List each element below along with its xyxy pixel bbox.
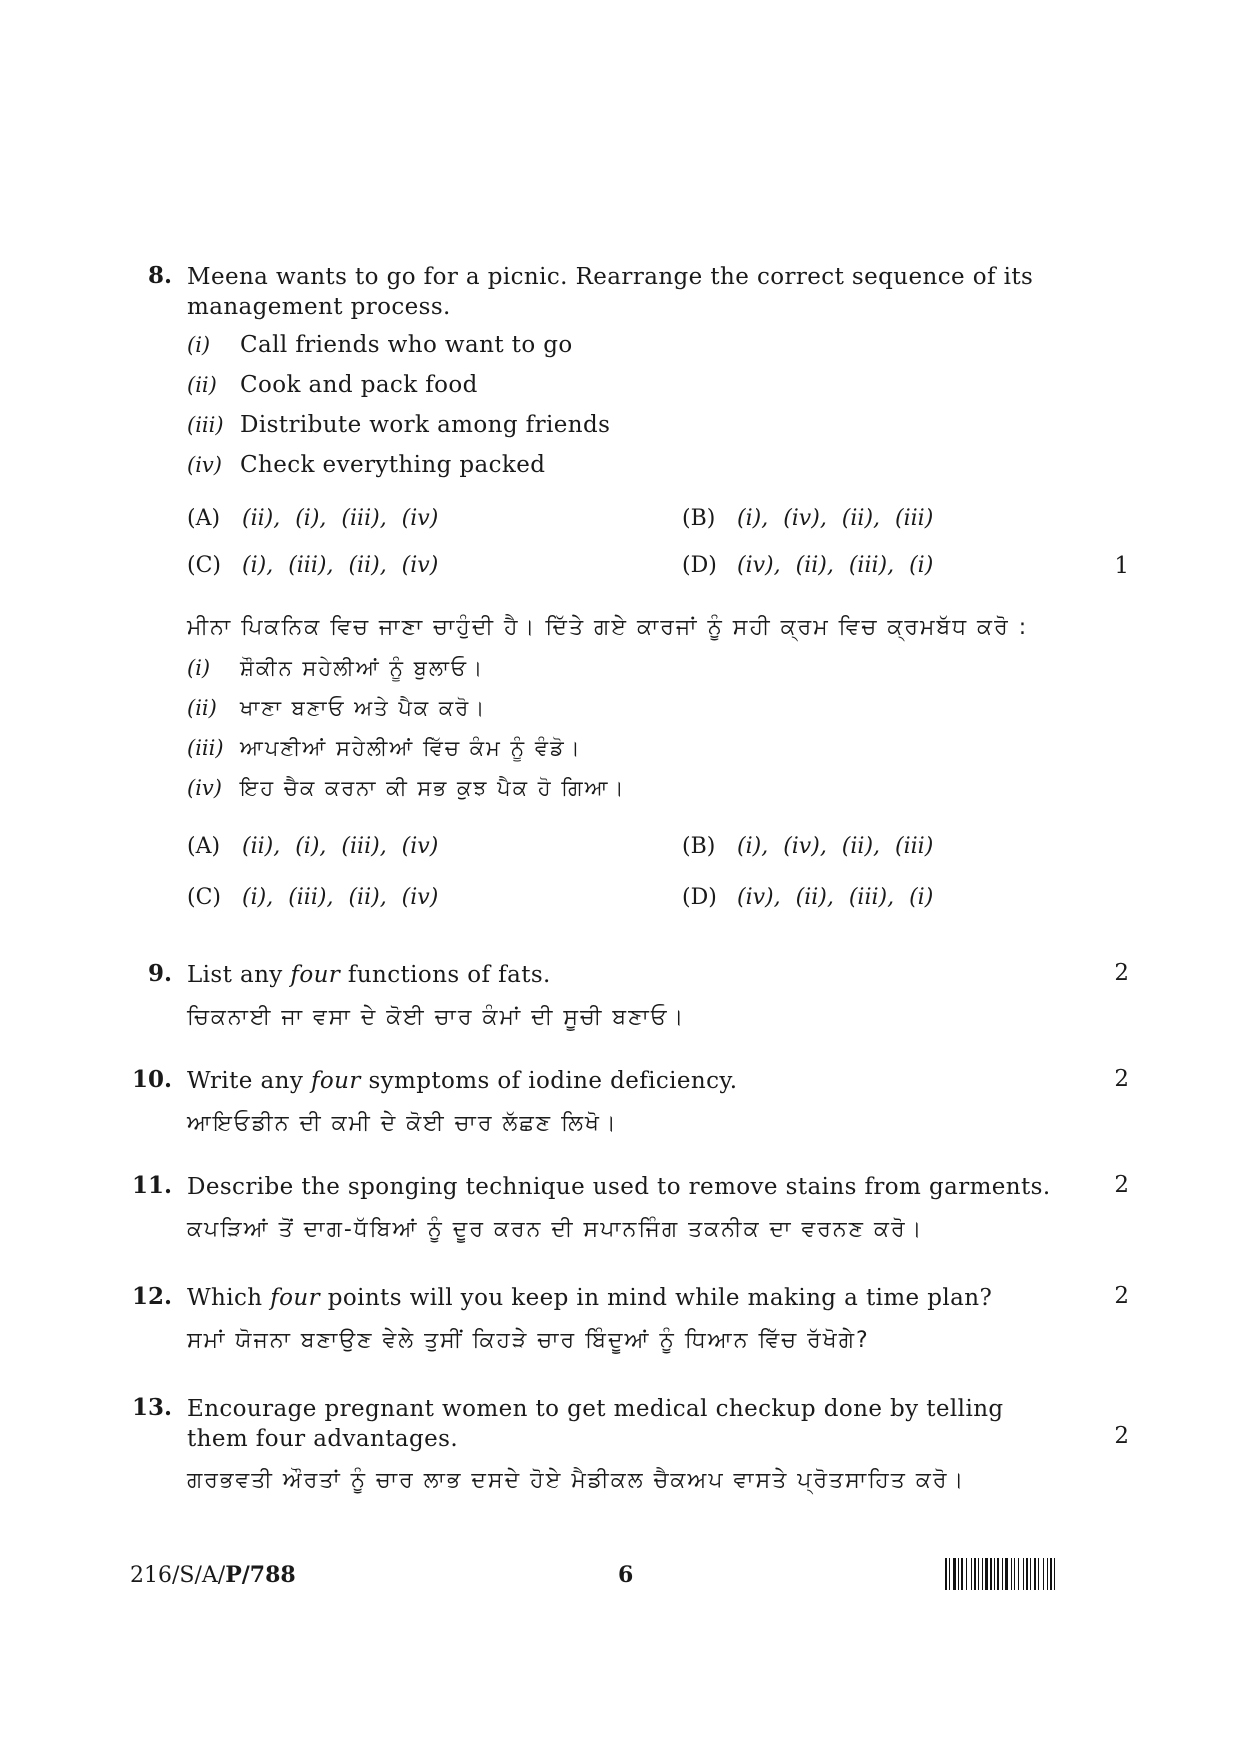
- item-roman: (iv): [187, 453, 222, 477]
- list-item: [187, 372, 478, 398]
- text-part: functions of fats.: [340, 962, 551, 988]
- barcode-stripe: [1038, 1558, 1039, 1590]
- marks: 2: [1114, 1283, 1129, 1309]
- page-number: 6: [618, 1562, 634, 1588]
- text-part: Write any: [187, 1068, 311, 1094]
- punjabi-question-text: ਆਇਓਡੀਨ ਦੀ ਕਮੀ ਦੇ ਕੋਈ ਚਾਰ ਲੱਛਣ ਲਿਖੋ।: [187, 1111, 618, 1136]
- item-text: Distribute work among friends: [240, 412, 611, 438]
- barcode-stripe: [1054, 1558, 1055, 1590]
- paper-code-prefix: 216/S/A/: [130, 1563, 226, 1588]
- item-roman: (iii): [187, 736, 224, 760]
- barcode-stripe: [949, 1558, 950, 1590]
- item-roman: (iii): [187, 413, 224, 437]
- option-d: [682, 553, 933, 578]
- option-sequence: (ii), (i), (iii), (iv): [242, 506, 439, 531]
- question-text: [187, 1283, 1067, 1313]
- barcode-stripe: [985, 1558, 988, 1590]
- barcode-stripe: [1043, 1558, 1044, 1590]
- option-a: [187, 506, 438, 531]
- barcode-stripe: [945, 1558, 947, 1590]
- punjabi-question-text: ਚਿਕਨਾਈ ਜਾ ਵਸਾ ਦੇ ਕੋਈ ਚਾਰ ਕੰਮਾਂ ਦੀ ਸੂਚੀ ਬਣਾਓ।: [187, 1005, 686, 1030]
- barcode-stripe: [1034, 1558, 1036, 1590]
- question-number: 11.: [131, 1172, 172, 1199]
- paper-code-set: P/788: [225, 1562, 296, 1588]
- question-text: [187, 1066, 1087, 1096]
- option-label: (B): [682, 506, 716, 531]
- marks: 2: [1114, 960, 1129, 986]
- item-text: ਆਪਣੀਆਂ ਸਹੇਲੀਆਂ ਵਿੱਚ ਕੰਮ ਨੂੰ ਵੰਡੋ।: [240, 736, 582, 760]
- question-text: Describe the sponging technique used to remove stains from garments.: [187, 1174, 1051, 1200]
- question-number: 13.: [131, 1394, 172, 1421]
- option-label: (C): [187, 553, 221, 578]
- text-part: List any: [187, 962, 291, 988]
- emphasis: four: [310, 1068, 361, 1094]
- list-item: [187, 452, 545, 478]
- punjabi-question-text: ਸਮਾਂ ਯੋਜਨਾ ਬਣਾਉਣ ਵੇਲੇ ਤੁਸੀਂ ਕਿਹੜੇ ਚਾਰ ਬਿੰਦੂਆਂ ਨੂੰ ਧਿਆਨ ਵਿੱਚ ਰੱਖੋਗੇ?: [187, 1328, 870, 1353]
- barcode: [945, 1558, 1130, 1590]
- text-part: symptoms of iodine deficiency.: [360, 1068, 738, 1094]
- barcode-stripe: [961, 1558, 963, 1590]
- option-label: (A): [187, 506, 221, 531]
- option-sequence: (iv), (ii), (iii), (i): [737, 885, 934, 910]
- barcode-stripe: [1011, 1558, 1012, 1590]
- marks: 2: [1114, 1066, 1129, 1092]
- barcode-stripe: [982, 1558, 983, 1590]
- barcode-stripe: [1030, 1558, 1031, 1590]
- list-item: [187, 332, 573, 358]
- question-number: 10.: [131, 1066, 172, 1093]
- barcode-stripe: [1014, 1558, 1015, 1590]
- question-number: 8.: [147, 262, 172, 289]
- item-roman: (ii): [187, 373, 217, 397]
- barcode-stripe: [1018, 1558, 1019, 1590]
- punjabi-option-d: [682, 885, 933, 910]
- marks: 2: [1114, 1172, 1129, 1198]
- punjabi-list-item: [187, 655, 484, 681]
- punjabi-list-item: [187, 735, 582, 761]
- option-label: (D): [682, 553, 717, 578]
- marks: 2: [1114, 1423, 1129, 1449]
- barcode-stripe: [1047, 1558, 1048, 1590]
- emphasis: four: [290, 962, 341, 988]
- punjabi-option-b: [682, 834, 933, 859]
- marks: 1: [1114, 553, 1129, 579]
- barcode-stripe: [1005, 1558, 1008, 1590]
- option-label: (A): [187, 834, 221, 859]
- item-roman: (ii): [187, 696, 217, 720]
- barcode-stripe: [974, 1558, 976, 1590]
- barcode-stripe: [1050, 1558, 1052, 1590]
- option-sequence: (ii), (i), (iii), (iv): [242, 834, 439, 859]
- option-sequence: (i), (iv), (ii), (iii): [737, 834, 934, 859]
- barcode-stripe: [997, 1558, 999, 1590]
- barcode-stripe: [978, 1558, 979, 1590]
- barcode-stripe: [1023, 1558, 1024, 1590]
- punjabi-option-a: [187, 834, 438, 859]
- item-text: Call friends who want to go: [240, 332, 573, 358]
- punjabi-question-text: ਕਪੜਿਆਂ ਤੋਂ ਦਾਗ-ਧੱਬਿਆਂ ਨੂੰ ਦੂਰ ਕਰਨ ਦੀ ਸਪਾਨਜਿੰਗ ਤਕਨੀਕ ਦਾ ਵਰਨਣ ਕਰੋ।: [187, 1217, 924, 1242]
- text-part: Which: [187, 1285, 271, 1311]
- text-part: points will you keep in mind while making a time plan?: [320, 1285, 993, 1311]
- item-roman: (i): [187, 656, 211, 680]
- barcode-stripe: [1002, 1558, 1003, 1590]
- option-sequence: (i), (iii), (ii), (iv): [242, 885, 439, 910]
- option-label: (B): [682, 834, 716, 859]
- emphasis: four: [270, 1285, 320, 1311]
- item-text: Cook and pack food: [240, 372, 478, 398]
- barcode-stripe: [966, 1558, 967, 1590]
- item-roman: (iv): [187, 776, 222, 800]
- item-text: ਖਾਣਾ ਬਣਾਓ ਅਤੇ ਪੈਕ ਕਰੋ।: [240, 696, 487, 720]
- barcode-stripe: [990, 1558, 992, 1590]
- paper-code: [130, 1562, 296, 1588]
- question-text: Encourage pregnant women to get medical checkup done by telling them four advantages.: [187, 1396, 1004, 1452]
- option-sequence: (i), (iii), (ii), (iv): [242, 553, 439, 578]
- item-text: ਇਹ ਚੈਕ ਕਰਨਾ ਕੀ ਸਭ ਕੁਝ ਪੈਕ ਹੋ ਗਿਆ।: [240, 776, 626, 800]
- barcode-stripe: [971, 1558, 972, 1590]
- punjabi-list-item: [187, 775, 626, 801]
- question-text: [187, 960, 1087, 990]
- item-text: Check everything packed: [240, 452, 546, 478]
- punjabi-question-text: ਮੀਨਾ ਪਿਕਨਿਕ ਵਿਚ ਜਾਣਾ ਚਾਹੁੰਦੀ ਹੈ। ਦਿੱਤੇ ਗਏ ਕਾਰਜਾਂ ਨੂੰ ਸਹੀ ਕ੍ਰਮ ਵਿਚ ਕ੍ਰਮਬੱਧ ਕਰੋ :: [187, 615, 1029, 640]
- punjabi-list-item: [187, 695, 486, 721]
- barcode-stripe: [958, 1558, 959, 1590]
- item-text: ਸ਼ੌਕੀਨ ਸਹੇਲੀਆਂ ਨੂੰ ਬੁਲਾਓ।: [240, 656, 485, 680]
- option-label: (C): [187, 885, 221, 910]
- list-item: [187, 412, 610, 438]
- question-number: 9.: [147, 960, 172, 987]
- option-sequence: (i), (iv), (ii), (iii): [737, 506, 934, 531]
- question-text: Meena wants to go for a picnic. Rearrange the correct sequence of its management process.: [187, 264, 1034, 320]
- question-number: 12.: [131, 1283, 172, 1310]
- punjabi-question-text: ਗਰਭਵਤੀ ਔਰਤਾਂ ਨੂੰ ਚਾਰ ਲਾਭ ਦਸਦੇ ਹੋਏ ਮੈਡੀਕਲ ਚੈਕਅਪ ਵਾਸਤੇ ਪ੍ਰੋਤਸਾਹਿਤ ਕਰੋ।: [187, 1468, 966, 1493]
- option-c: [187, 553, 438, 578]
- barcode-stripe: [994, 1558, 995, 1590]
- option-b: [682, 506, 933, 531]
- option-sequence: (iv), (ii), (iii), (i): [737, 553, 934, 578]
- barcode-stripe: [1026, 1558, 1028, 1590]
- option-label: (D): [682, 885, 717, 910]
- barcode-stripe: [953, 1558, 956, 1590]
- item-roman: (i): [187, 333, 211, 357]
- punjabi-option-c: [187, 885, 438, 910]
